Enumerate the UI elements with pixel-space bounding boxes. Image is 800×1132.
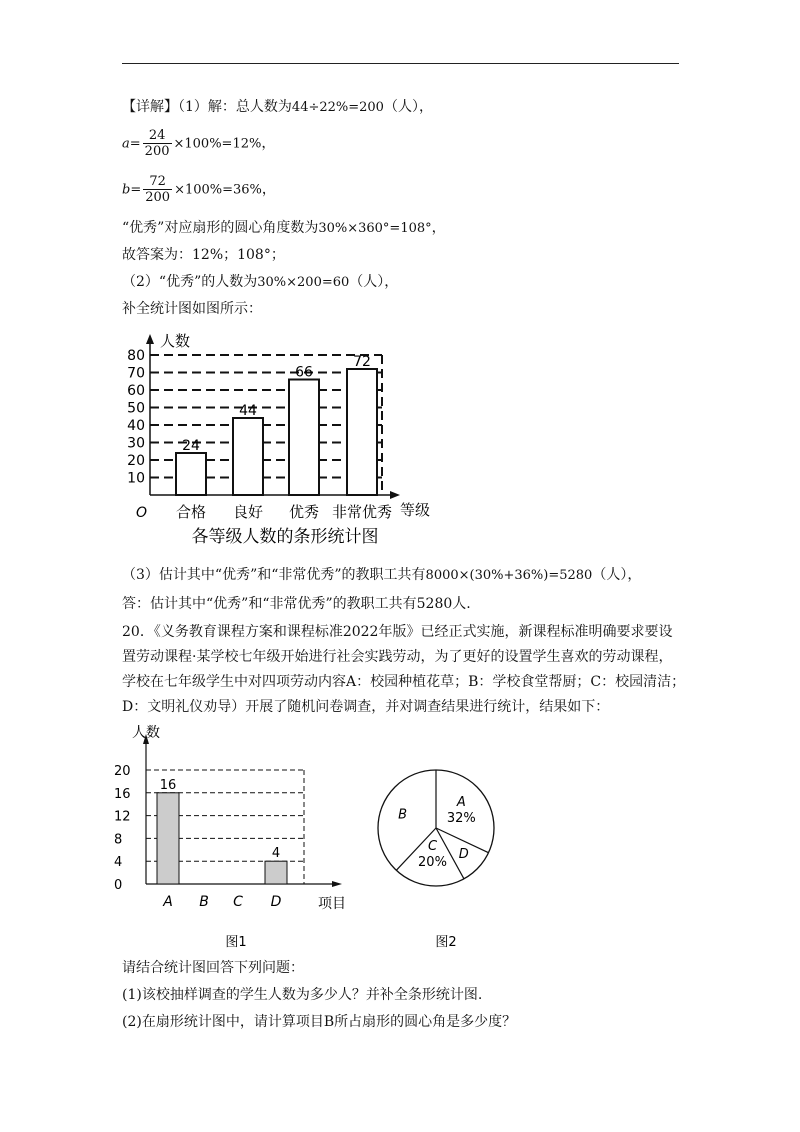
pie-slice-label: A bbox=[456, 794, 466, 810]
chart-title: 各等级人数的条形统计图 bbox=[191, 527, 379, 547]
part1-formula: 44÷22%=200 bbox=[291, 100, 384, 115]
y-tick-label: 10 bbox=[127, 470, 145, 487]
category-label: 非常优秀 bbox=[331, 503, 393, 521]
angle-text: “优秀”对应扇形的圆心角度数为 bbox=[122, 220, 319, 236]
answer-line: 故答案为：12%；108°； bbox=[122, 247, 285, 263]
part3-formula: 8000×(30%+36%)=5280 bbox=[425, 568, 593, 583]
y-tick-label: 20 bbox=[114, 764, 131, 779]
part1-prefix: （1）解：总人数为 bbox=[178, 99, 292, 115]
part3-line bbox=[122, 565, 641, 586]
q20-line-1: 20．《义务教育课程方案和课程标准2022年版》已经正式实施，新课程标准明确要求要设 bbox=[122, 624, 673, 640]
x-axis-arrow bbox=[390, 491, 400, 499]
y-tick-label: 70 bbox=[127, 365, 145, 382]
part2-prefix: （2）“优秀”的人数为 bbox=[122, 274, 258, 290]
angle-comma: ， bbox=[431, 220, 446, 236]
a-denominator: 200 bbox=[144, 144, 170, 159]
y-tick-label: 12 bbox=[114, 809, 131, 825]
pie-percent-label: 32% bbox=[446, 810, 476, 826]
y-tick-label: 4 bbox=[114, 855, 123, 871]
bar bbox=[265, 861, 287, 884]
part3-prefix: （3）估计其中“优秀”和“非常优秀”的教职工共有 bbox=[122, 567, 426, 583]
complete-chart-line: 补全统计图如图所示： bbox=[122, 301, 262, 317]
category-label: D bbox=[270, 894, 282, 910]
y-axis-label: 人数 bbox=[160, 332, 191, 350]
chart-title: 图1 bbox=[225, 935, 247, 950]
grade-bar-chart bbox=[120, 330, 450, 550]
angle-line bbox=[122, 218, 446, 239]
bar bbox=[289, 380, 319, 496]
a-fraction bbox=[143, 128, 172, 159]
b-variable: b bbox=[122, 182, 131, 198]
y-tick-label: 20 bbox=[127, 453, 145, 469]
a-equation: a= $\frac{24}{200}$ ×100%=12%， bbox=[122, 128, 276, 159]
pie-percent-label: 20% bbox=[418, 854, 447, 870]
y-tick-label: 40 bbox=[127, 418, 145, 434]
category-label: 优秀 bbox=[288, 503, 320, 521]
y-tick-label: 60 bbox=[127, 383, 145, 399]
bar bbox=[176, 453, 206, 495]
b-comma: ， bbox=[261, 181, 276, 198]
part2-suffix: （人）， bbox=[349, 274, 399, 290]
y-tick-label: 80 bbox=[127, 348, 145, 364]
bar bbox=[157, 793, 179, 884]
survey-pie-chart bbox=[370, 760, 520, 950]
b-denominator: 200 bbox=[145, 190, 171, 205]
part2-line bbox=[122, 272, 398, 293]
pie-slice-label: B bbox=[398, 807, 407, 823]
x-axis-label: 项目 bbox=[318, 896, 346, 912]
a-variable: a bbox=[122, 136, 130, 152]
category-label: A bbox=[163, 894, 173, 910]
q20-line-2: 置劳动课程·某学校七年级开始进行社会实践劳动，为了更好的设置学生喜欢的劳动课程， bbox=[122, 649, 673, 665]
a-comma: ， bbox=[261, 135, 276, 152]
bar-value-label: 16 bbox=[159, 777, 177, 793]
q20-question-2: (2)在扇形统计图中，请计算项目B所占扇形的圆心角是多少度？ bbox=[122, 1014, 517, 1030]
pie-slice-label: D bbox=[458, 847, 469, 863]
bar-value-label: 66 bbox=[295, 364, 313, 381]
x-axis-label: 等级 bbox=[400, 501, 431, 519]
y-tick-label: 16 bbox=[114, 786, 131, 802]
solution-line-1 bbox=[122, 97, 433, 118]
solution-tag: 【详解】 bbox=[122, 99, 178, 115]
chart-title: 图2 bbox=[435, 935, 457, 950]
bar bbox=[233, 418, 263, 495]
b-equation: b= $\frac{72}{200}$ ×100%=36%， bbox=[122, 174, 276, 205]
pie-slice-label: C bbox=[427, 838, 438, 854]
a-numerator: 24 bbox=[143, 128, 172, 144]
q20-line-4: D：文明礼仪劝导）开展了随机问卷调查，并对调查结果进行统计，结果如下： bbox=[122, 699, 610, 715]
category-label: 良好 bbox=[232, 503, 264, 521]
b-fraction bbox=[143, 174, 172, 205]
a-rest: ×100%=12% bbox=[173, 136, 262, 152]
part1-suffix: （人）， bbox=[383, 99, 433, 115]
survey-bar-chart bbox=[112, 722, 362, 952]
y-tick-label: 0 bbox=[114, 878, 123, 893]
y-axis-label: 人数 bbox=[132, 725, 160, 741]
y-tick-label: 30 bbox=[127, 435, 145, 452]
bar-value-label: 72 bbox=[353, 354, 371, 370]
part2-formula: 30%×200=60 bbox=[257, 275, 350, 290]
y-axis-arrow bbox=[146, 334, 154, 344]
b-rest: ×100%=36% bbox=[174, 182, 262, 198]
bar-value-label: 24 bbox=[182, 438, 200, 454]
y-tick-label: 50 bbox=[127, 400, 145, 417]
angle-formula: 30%×360°=108° bbox=[318, 221, 432, 236]
bar-value-label: 44 bbox=[239, 403, 257, 419]
bar-value-label: 4 bbox=[271, 846, 281, 862]
final-answer: 答：估计其中“优秀”和“非常优秀”的教职工共有5280人. bbox=[122, 596, 471, 612]
bar bbox=[347, 369, 377, 495]
category-label: 合格 bbox=[175, 503, 207, 521]
part3-suffix: （人）， bbox=[592, 567, 642, 583]
q20-question-1: (1)该校抽样调查的学生人数为多少人？并补全条形统计图. bbox=[122, 987, 483, 1003]
category-label: B bbox=[199, 894, 209, 910]
header-rule bbox=[122, 63, 679, 64]
q20-line-3: 学校在七年级学生中对四项劳动内容A：校园种植花草；B：学校食堂帮厨；C：校园清洁； bbox=[122, 674, 686, 690]
q20-prompt: 请结合统计图回答下列问题： bbox=[122, 960, 304, 976]
b-numerator: 72 bbox=[143, 174, 172, 190]
x-axis-arrow bbox=[332, 881, 342, 887]
y-tick-label: 8 bbox=[114, 832, 123, 848]
origin-label: O bbox=[136, 505, 148, 521]
category-label: C bbox=[233, 894, 243, 910]
